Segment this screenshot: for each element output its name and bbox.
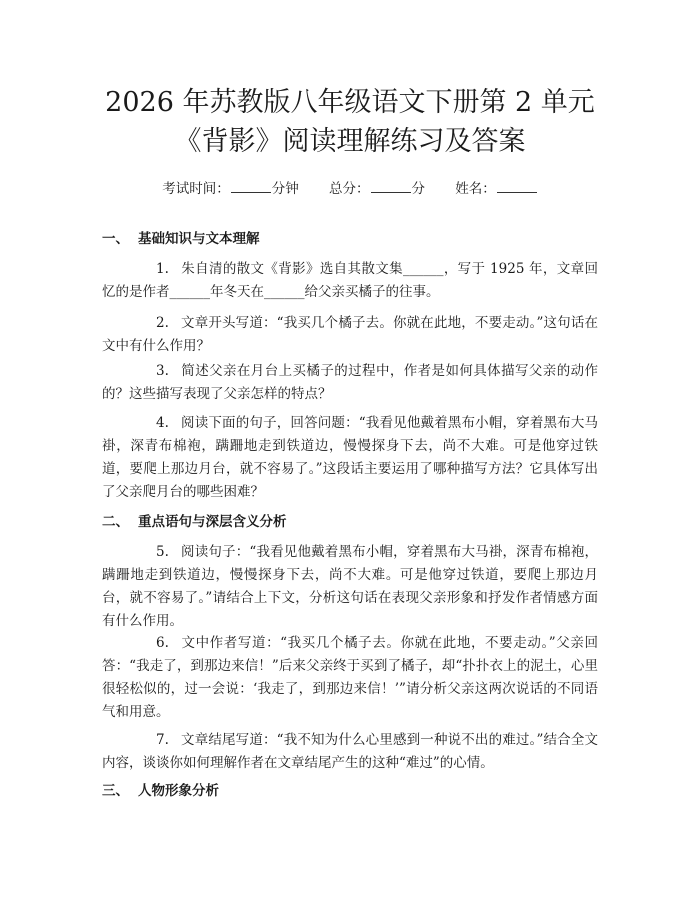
question-number: 5.	[156, 544, 169, 560]
question-item	[102, 258, 598, 304]
question-number: 6.	[156, 635, 169, 651]
question-number: 4.	[156, 415, 169, 431]
section-number: 三、	[102, 783, 129, 799]
exam-name-label: 姓名：	[455, 181, 496, 197]
question-text: 阅读下面的句子，回答问题：“我看见他戴着黑布小帽，穿着黑布大马褂，深青布棉袍，蹒跚地走到铁道边，慢慢探身下去，尚不大难。可是他穿过铁道，要爬上那边月台，就不容易了。”这段话主要运用了哪种描写方法？它具体写出了父亲爬月台的哪些困难？	[102, 415, 598, 500]
exam-info-line	[102, 178, 598, 199]
section-title: 重点语句与深层含义分析	[138, 514, 287, 530]
question-item	[102, 360, 598, 406]
question-text: 文章开头写道：“我买几个橘子去。你就在此地，不要走动。”这句话在文中有什么作用？	[102, 315, 598, 354]
question-text: 文章结尾写道：“我不知为什么心里感到一种说不出的难过。”结合全文内容，谈谈你如何理解作者在文章结尾产生的这种“难过”的心情。	[102, 732, 598, 771]
question-number: 3.	[156, 363, 169, 379]
exam-name-field	[455, 178, 538, 199]
question-item	[102, 632, 598, 724]
question-text: 阅读句子：“我看见他戴着黑布小帽，穿着黑布大马褂，深青布棉袍，蹒跚地走到铁道边，慢慢探身下去，尚不大难。可是他穿过铁道，要爬上那边月台，就不容易了。”请结合上下文，分析这句话在表现父亲形象和抒发作者情感方面有什么作用。	[102, 544, 598, 629]
section-heading	[102, 512, 598, 532]
section-heading	[102, 229, 598, 249]
section-heading	[102, 781, 598, 801]
question-item	[102, 729, 598, 775]
question-text: 朱自清的散文《背影》选自其散文集______，写于 1925 年，文章回忆的是作者______年冬天在______给父亲买橘子的往事。	[102, 261, 598, 300]
exam-time-label: 考试时间：	[162, 181, 230, 197]
question-text: 文中作者写道：“我买几个橘子去。你就在此地，不要走动。”父亲回答：“我走了，到那边来信！”后来父亲终于买到了橘子，却“扑扑衣上的泥土，心里很轻松似的，过一会说：‘我走了，到那边来信！’”请分析父亲这两次说话的不同语气和用意。	[102, 635, 598, 720]
exam-time-field	[162, 178, 299, 199]
exam-score-blank	[371, 178, 411, 193]
section-title: 人物形象分析	[138, 783, 219, 799]
document-title: 2026 年苏教版八年级语文下册第 2 单元《背影》阅读理解练习及答案	[105, 87, 595, 157]
question-text: 简述父亲在月台上买橘子的过程中，作者是如何具体描写父亲的动作的？这些描写表现了父亲怎样的特点？	[102, 363, 598, 402]
question-number: 7.	[156, 732, 169, 748]
question-number: 1.	[156, 261, 169, 277]
exam-time-blank	[231, 178, 271, 193]
exam-name-blank	[497, 178, 537, 193]
section-title: 基础知识与文本理解	[138, 231, 260, 247]
section-number: 一、	[102, 231, 129, 247]
question-item	[102, 541, 598, 633]
question-item	[102, 412, 598, 504]
question-number: 2.	[156, 315, 169, 331]
exam-score-unit: 分	[411, 181, 425, 197]
section-number: 二、	[102, 514, 129, 530]
exam-score-field	[329, 178, 425, 199]
question-item	[102, 312, 598, 358]
exam-time-unit: 分钟	[271, 181, 299, 197]
exam-score-label: 总分：	[329, 181, 370, 197]
